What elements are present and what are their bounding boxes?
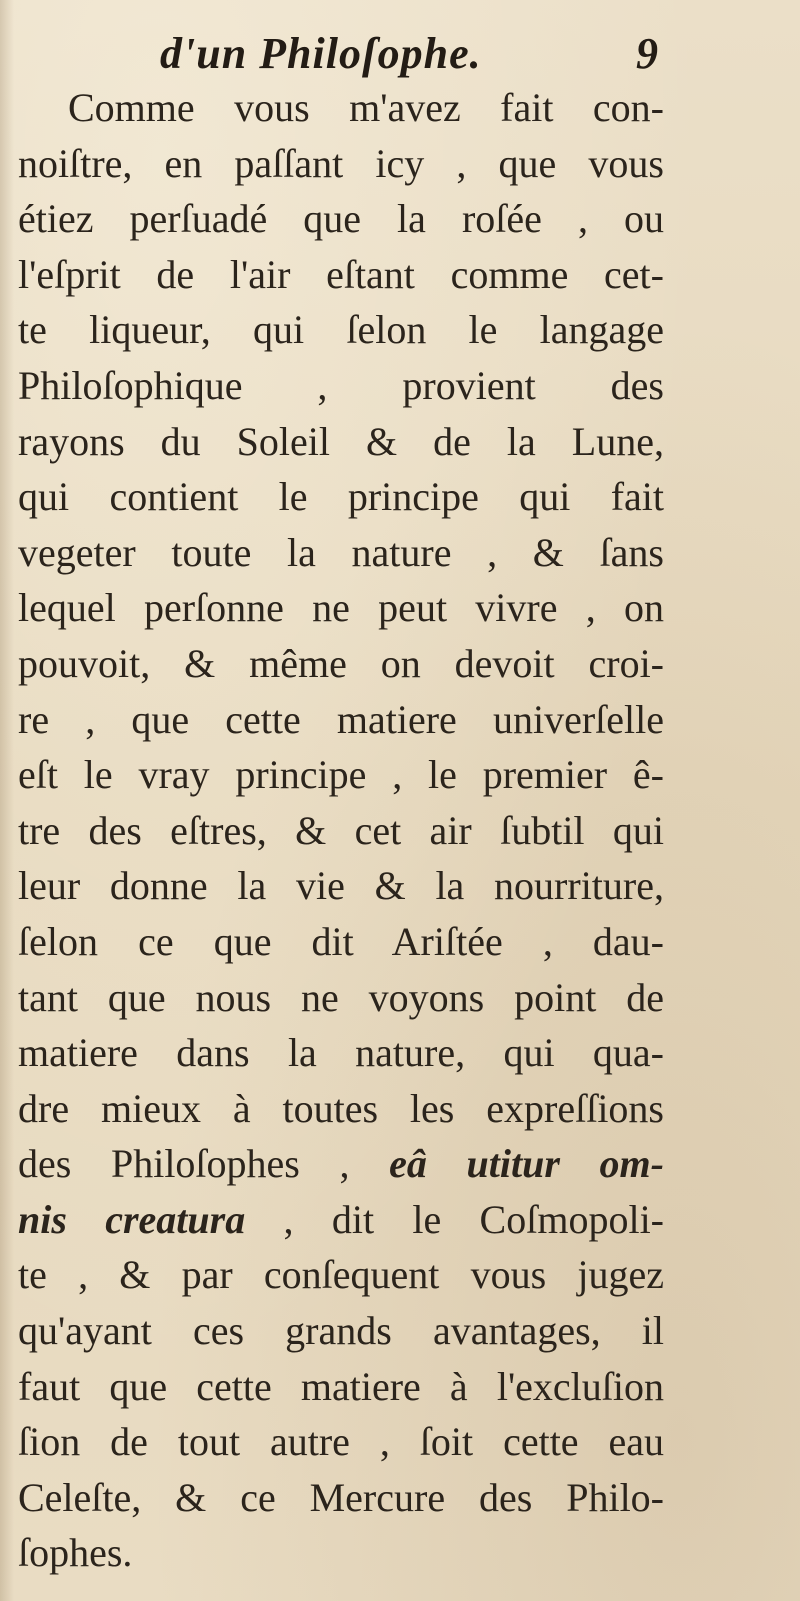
text-line: re , que cette matiere univerſelle — [18, 696, 664, 742]
text-line: Celeſte, & ce Mercure des Philo- — [18, 1474, 664, 1520]
text-line: rayons du Soleil & de la Lune, — [18, 418, 664, 464]
text-line: eſt le vray principe , le premier ê- — [18, 752, 664, 798]
text-line: leur donne la vie & la nourriture, — [18, 863, 664, 909]
text-line: faut que cette matiere à l'excluſion — [18, 1363, 664, 1409]
text-line: étiez perſuadé que la roſée , ou — [18, 196, 664, 242]
text-line: vegeter toute la nature , & ſans — [18, 529, 664, 575]
text-line: matiere dans la nature, qui qua- — [18, 1030, 664, 1076]
text-line: te , & par conſequent vous jugez — [18, 1252, 664, 1298]
text-line: tre des eſtres, & cet air ſubtil qui — [18, 807, 664, 853]
text-line: tant que nous ne voyons point de — [18, 974, 664, 1020]
latin-quotation: nis creatura — [18, 1196, 246, 1242]
running-head: d'un Philoſophe. — [160, 29, 482, 78]
text-line-with-italic — [18, 1192, 664, 1248]
latin-quotation: eâ utitur om- — [389, 1141, 664, 1187]
text-line: l'eſprit de l'air eſtant comme cet- — [18, 251, 664, 297]
text-line: Comme vous m'avez fait con- — [68, 85, 664, 130]
text-line: dre mieux à toutes les expreſſions — [18, 1085, 664, 1131]
text-line: qui contient le principe qui fait — [18, 474, 664, 520]
page-number: 9 — [636, 29, 658, 78]
text-line: ſophes. — [18, 1530, 133, 1576]
text-line: te liqueur, qui ſelon le langage — [18, 307, 664, 353]
text-line: Philoſophique , provient des — [18, 362, 664, 408]
text-line: ſelon ce que dit Ariſtée , dau- — [18, 918, 664, 964]
text-fragment: , dit le Coſmopoli- — [283, 1196, 665, 1242]
page-header — [0, 22, 800, 82]
text-line: noiſtre, en paſſant icy , que vous — [18, 140, 664, 186]
text-line: lequel perſonne ne peut vivre , on — [18, 585, 664, 631]
body-text — [18, 80, 664, 1581]
text-line: qu'ayant ces grands avantages, il — [18, 1308, 664, 1354]
text-line-with-italic — [18, 1136, 664, 1192]
page-gutter-shadow — [0, 0, 14, 1601]
text-line: ſion de tout autre , ſoit cette eau — [18, 1419, 664, 1465]
text-fragment: des Philoſophes , — [18, 1141, 350, 1187]
text-line: pouvoit, & même on devoit croi- — [18, 640, 664, 686]
